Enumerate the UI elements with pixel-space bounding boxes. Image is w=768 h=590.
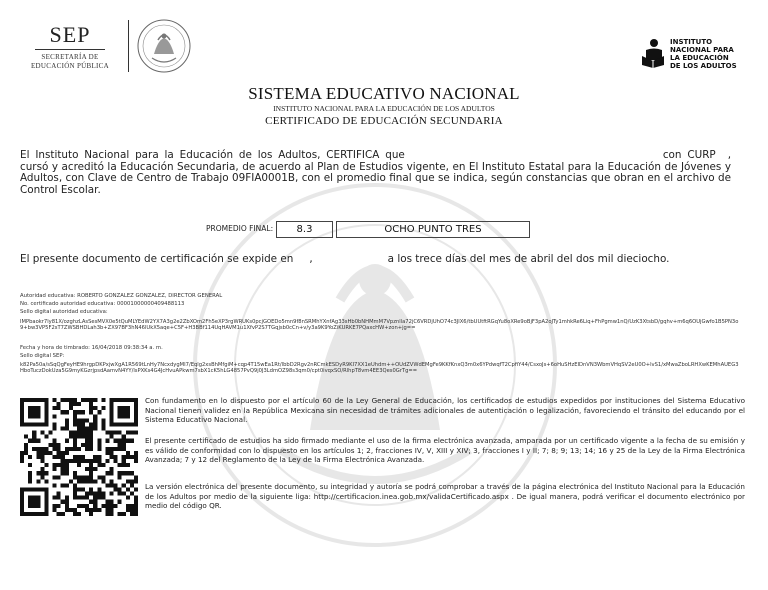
promedio-words: OCHO PUNTO TRES xyxy=(336,221,530,238)
expide-line: El presente documento de certificación se expide en , a los trece días del mes de abril del dos mil dieciocho. xyxy=(20,253,670,265)
autoridad-educativa: Autoridad educativa: ROBERTO GONZALEZ GONZALEZ, DIRECTOR GENERAL xyxy=(20,293,223,299)
fundamento-paragraph: Con fundamento en lo dispuesto por el artículo 60 de la Ley General de Educación, los certificados de estudios expedidos por instituciones del Sistema Educativo Nacional tienen validez en la República Mexicana sin necesidad de trámites adicionales de autenticación o legalización, favoreciendo el tránsito del educando por el Sistema Educativo Nacional. xyxy=(145,396,745,424)
header-divider xyxy=(128,20,129,72)
title-institute: INSTITUTO NACIONAL PARA LA EDUCACIÓN DE LOS ADULTOS xyxy=(273,104,495,113)
inea-logo-text: INSTITUTO NACIONAL PARA LA EDUCACIÓN DE LOS ADULTOS xyxy=(670,38,737,70)
qr-modules xyxy=(20,398,138,516)
promedio-label: PROMEDIO FINAL: xyxy=(206,224,274,233)
qr-code xyxy=(20,398,138,516)
sep-subtitle-line1: SECRETARÍA DE xyxy=(41,53,99,61)
firma-electronica-paragraph: El presente certificado de estudios ha sido firmado mediante el uso de la firma electrónica avanzada, amparada por un certificado vigente a la fecha de su emisión y es válido de conformidad con lo dispuesto en los artículos 1; 2, fracciones IV, V, XIII y XIV; 3, fracciones I y II; 7; 8; 9; 13; 14; 16 y 25 de la Ley de la Firma Electrónica Avanzada; 7 y 12 del Reglamento de la Ley de la Firma Electrónica Avanzada. xyxy=(145,436,745,464)
sello-sep-value: k82Pa50a/sSqQgFeyHE9hrgpDKPxjwXgA1R569tLnHy7NcxdygMI7/Eqlg2xsBhMfgiM+cqp4T15wEa1Rt/lbbD2Rgv2nRCmkESDyR9KI7XX1eUhdm++OUdZVWdEMgFe9KKfKnxQ3m0x6YPdwqfT2CpfiY44/CsxoJs+6oHuSHzEIDnVN3WbmVHqSV2eU0O+lvS1/xMwaZboLRHXwKEMhAUEG3HboTuczDokUza5G9myKGzrjpsdAamvN4YY/lsPXKs4G4JcHvuAPkwm7sbX1cK5hLG4857PvQ9j0J3LdmOZ98s3qm0/cpt0ivqxSO/RlhpT8vm4EE3Qes0GrTg== xyxy=(20,362,739,375)
sep-subtitle-line2: EDUCACIÓN PÚBLICA xyxy=(30,62,110,70)
sep-logo-text: SEP xyxy=(49,22,91,47)
title-certificate: CERTIFICADO DE EDUCACIÓN SECUNDARIA xyxy=(265,115,503,127)
national-seal-icon xyxy=(136,18,192,74)
title-system: SISTEMA EDUCATIVO NACIONAL xyxy=(248,84,520,103)
inea-logo xyxy=(640,38,750,82)
sep-logo-rule xyxy=(35,49,105,50)
sello-digital-label: Sello digital autoridad educativa: xyxy=(20,309,108,315)
verificacion-paragraph: La versión electrónica del presente documento, su integridad y autoría se podrá comprobar a través de la página electrónica del Instituto Nacional para la Educación de los Adultos por medio de la siguiente liga: http://certificacion.inea.gob.mx/validaCertificado.aspx . De igual manera, podrá verificar el documento electrónico por medio del código QR. xyxy=(145,482,745,510)
inea-reader-icon xyxy=(640,38,666,68)
sep-logo xyxy=(20,24,120,71)
promedio-value: 8.3 xyxy=(276,221,333,238)
certification-paragraph: El Instituto Nacional para la Educación de los Adultos, CERTIFICA que con CURP , cursó y acreditó la Educación Secundaria, de acuerdo al Plan de Estudios vigente, en El Instituto Estatal para la Educación de Jóvenes y Adultos, con Clave de Centro de Trabajo 09FIA0001B, con el promedio final que se indica, según constancias que obran en el archivo de Control Escolar. xyxy=(20,149,732,196)
fecha-timbrado: Fecha y hora de timbrado: 16/04/2018 09:38:34 a. m. xyxy=(20,345,163,351)
sello-sep-label: Sello digital SEP: xyxy=(20,353,65,359)
numero-certificado: No. certificado autoridad educativa: 00001000000409488113 xyxy=(20,301,185,307)
sello-digital-value: IMPbaokr7ly81X/ozghzLAsSesMVX0e5tQuMLYEdW2YX7A3g2e2ZbXOm2Fh5eXP3rgWRUKs0pcjGOEDo5mn9f8nSRMhYXnfAg33sHb0bNHMmM7Vpznlla72jC6VRDjUhO74c3JlX6/tbUUtftRGqYu8oXRe9oBjF3pA2oJTy1mhkRe6Liq+FhPgmw1nQ/UzK3XtsbD/gqhv+m6q6OUjGwfo1B5PN3o9+bw3VP5F2sT7ZWSBHDLah3b+ZX97BF3hN46lUkX5aqe+C5F+H3BBf114UqHAVM1u1XfvP2S7TGqjsb0cCn+v/y3a9K9YoZiKURKE7PQaxcHW+zon+jg== xyxy=(20,319,739,332)
